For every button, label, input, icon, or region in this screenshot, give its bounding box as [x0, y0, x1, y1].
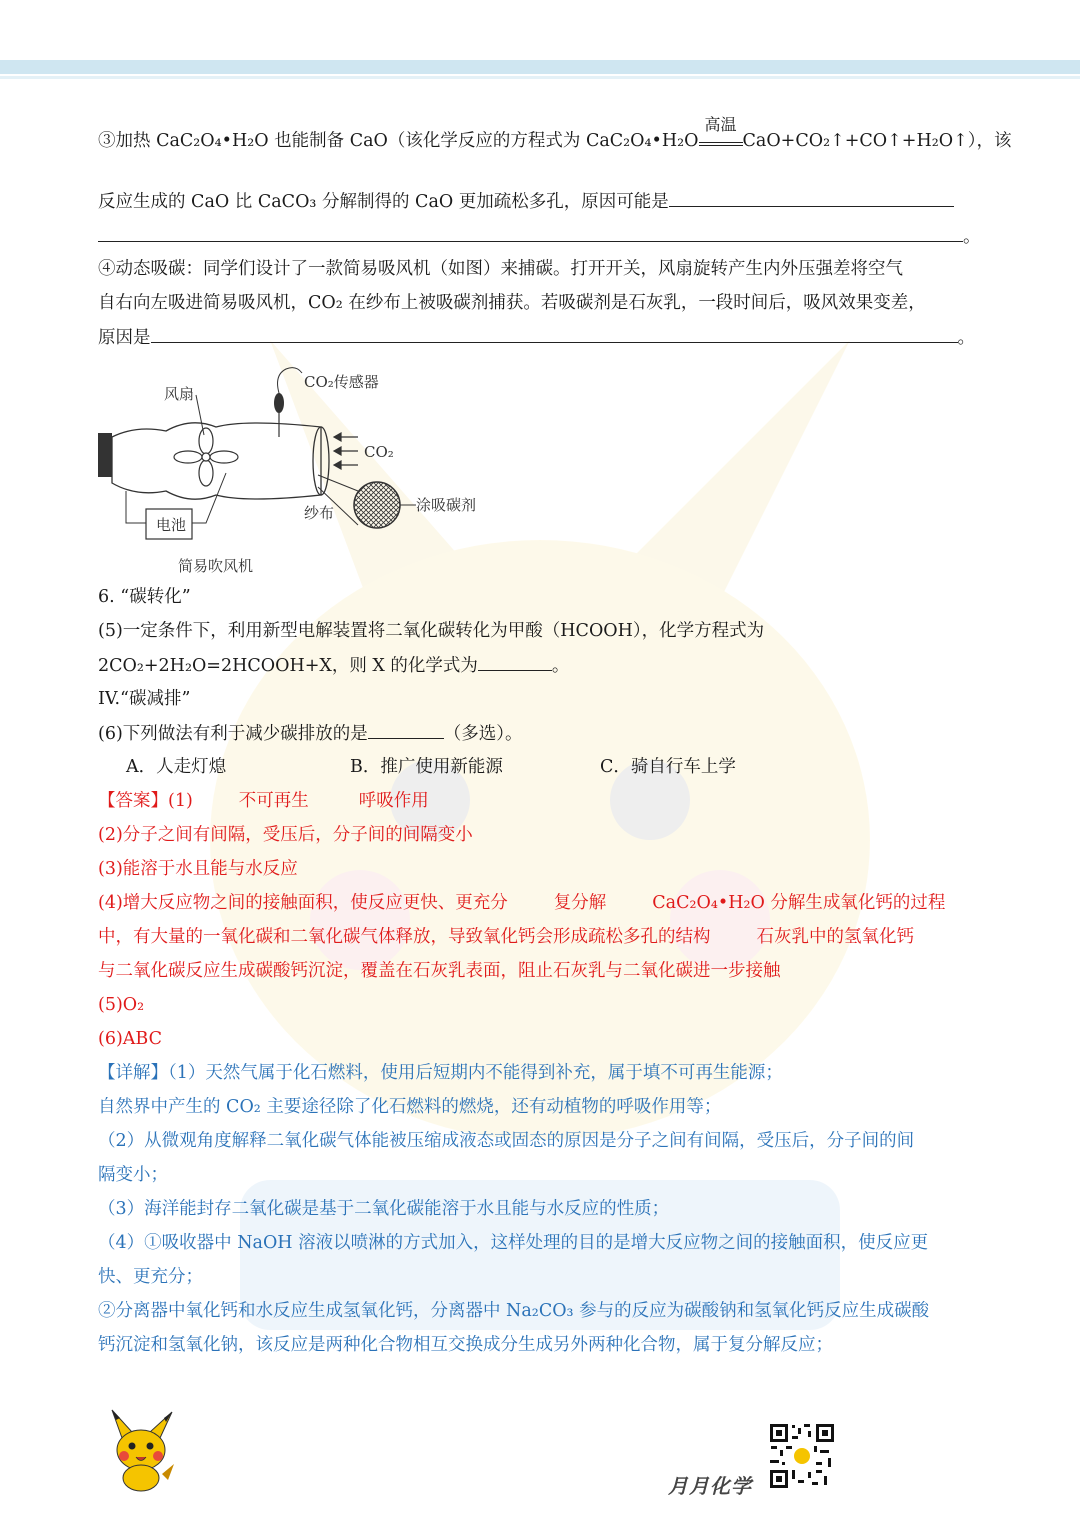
brand-logo: 月月化学 [668, 1474, 752, 1498]
bottle-body [112, 423, 321, 499]
arrow-icon [334, 433, 358, 469]
q3-text-2: 反应生成的 CaO 比 CaCO₃ 分解制得的 CaO 更加疏松多孔，原因可能是 [98, 192, 669, 212]
q4-line-1: ④动态吸碳：同学们设计了一款简易吸风机（如图）来捕碳。打开开关，风扇旋转产生内外压强差将空气 [98, 259, 903, 279]
option-b: B．推广使用新能源 [350, 757, 503, 777]
q5-line-2: 2CO₂+2H₂O=2HCOOH+X，则 X 的化学式为 。 [98, 652, 569, 679]
explain-line-2: 自然界中产生的 CO₂ 主要途径除了化石燃料的燃烧，还有动植物的呼吸作用等； [98, 1097, 722, 1117]
header-band [0, 60, 1080, 74]
q3-text-a: ③加热 CaC₂O₄•H₂O 也能制备 CaO（该化学反应的方程式为 CaC₂O₄•H₂O [98, 131, 699, 151]
explain-line-1: 【详解】（1）天然气属于化石燃料，使用后短期内不能得到补充，属于填不可再生能源； [98, 1063, 783, 1083]
option-a: A．人走灯熄 [126, 757, 227, 777]
explain-line-6: （4）①吸收器中 NaOH 溶液以喷淋的方式加入，这样处理的目的是增大反应物之间的接触面积，使反应更 [98, 1233, 929, 1253]
qr-code[interactable] [768, 1422, 836, 1490]
bottle-cap [98, 433, 112, 477]
q3-text-b: CaO+CO₂↑+CO↑+H₂O↑），该 [742, 131, 1012, 151]
answer-line-8: (6)ABC [98, 1029, 163, 1049]
label-battery: 电池 [156, 516, 187, 534]
answer-blank[interactable] [151, 324, 958, 343]
explain-line-5: （3）海洋能封存二氧化碳是基于二氧化碳能溶于水且能与水反应的性质； [98, 1199, 670, 1219]
answer-line-4: (4)增大反应物之间的接触面积，使反应更快、更充分 复分解 CaC₂O₄•H₂O 分解生成氧化钙的过程 [98, 893, 946, 913]
answer-blank[interactable] [669, 188, 954, 207]
explain-line-9: 钙沉淀和氢氧化钠，该反应是两种化合物相互交换成分生成另外两种化合物，属于复分解反应； [98, 1335, 833, 1355]
q3-period: 。 [963, 227, 981, 247]
co2-sensor-icon [274, 368, 302, 437]
option-c: C．骑自行车上学 [600, 757, 736, 777]
equation-condition-arrow [699, 115, 743, 146]
answer-line-1: 【答案】(1) 不可再生 呼吸作用 [98, 791, 429, 811]
answer-blank-line[interactable] [98, 241, 963, 242]
answer-line-3: (3)能溶于水且能与水反应 [98, 859, 298, 879]
answer-line-7: (5)O₂ [98, 995, 145, 1015]
answer-blank[interactable] [368, 720, 444, 739]
answer-blank[interactable] [478, 652, 552, 671]
equation-condition: 高温 [704, 115, 737, 134]
answer-line-5: 中，有大量的一氧化碳和二氧化碳气体释放，导致氧化钙会形成疏松多孔的结构 石灰乳中的氢氧化钙 [98, 927, 914, 947]
explain-line-4: 隔变小； [98, 1165, 168, 1185]
section-iv-title: IV.“碳减排” [98, 689, 191, 709]
q3-line-1 [98, 115, 1012, 154]
explain-line-7: 快、更充分； [98, 1267, 203, 1287]
q4-reason-label: 原因是 [98, 328, 151, 348]
blower-diagram [96, 355, 496, 580]
explain-line-3: （2）从微观角度解释二氧化碳气体能被压缩成液态或固态的原因是分子之间有间隔，受压后，分子间的间 [98, 1131, 915, 1151]
explain-line-8: ②分离器中氧化钙和水反应生成氢氧化钙，分离器中 Na₂CO₃ 参与的反应为碳酸钠和氢氧化钙反应生成碳酸 [98, 1301, 930, 1321]
absorbent-disc [354, 482, 400, 528]
answer-line-6: 与二氧化碳反应生成碳酸钙沉淀，覆盖在石灰乳表面，阻止石灰乳与二氧化碳进一步接触 [98, 961, 781, 981]
q3-line-2 [98, 188, 954, 215]
diagram-caption: 简易吹风机 [178, 557, 254, 575]
answer-line-2: (2)分子之间有间隔，受压后，分子间的间隔变小 [98, 825, 473, 845]
label-co2-sensor: CO₂传感器 [304, 373, 379, 391]
label-gauze: 纱布 [304, 504, 335, 522]
label-co2: CO₂ [364, 443, 394, 461]
section-6-title: 6. “碳转化” [98, 587, 191, 607]
pikachu-icon [104, 1408, 178, 1492]
q6-line: (6)下列做法有利于减少碳排放的是 （多选）。 [98, 720, 523, 747]
q5-line-1: (5)一定条件下，利用新型电解装置将二氧化碳转化为甲酸（HCOOH），化学方程式为 [98, 621, 765, 641]
fan-icon [174, 428, 238, 486]
label-fan: 风扇 [164, 385, 195, 403]
label-absorbent: 涂吸碳剂 [416, 496, 477, 514]
q4-line-3: 原因是 。 [98, 324, 975, 351]
q4-line-2: 自右向左吸进简易吸风机，CO₂ 在纱布上被吸碳剂捕获。若吸碳剂是石灰乳，一段时间后，吸风效果变差， [98, 293, 926, 313]
header-band-light [0, 76, 1080, 79]
